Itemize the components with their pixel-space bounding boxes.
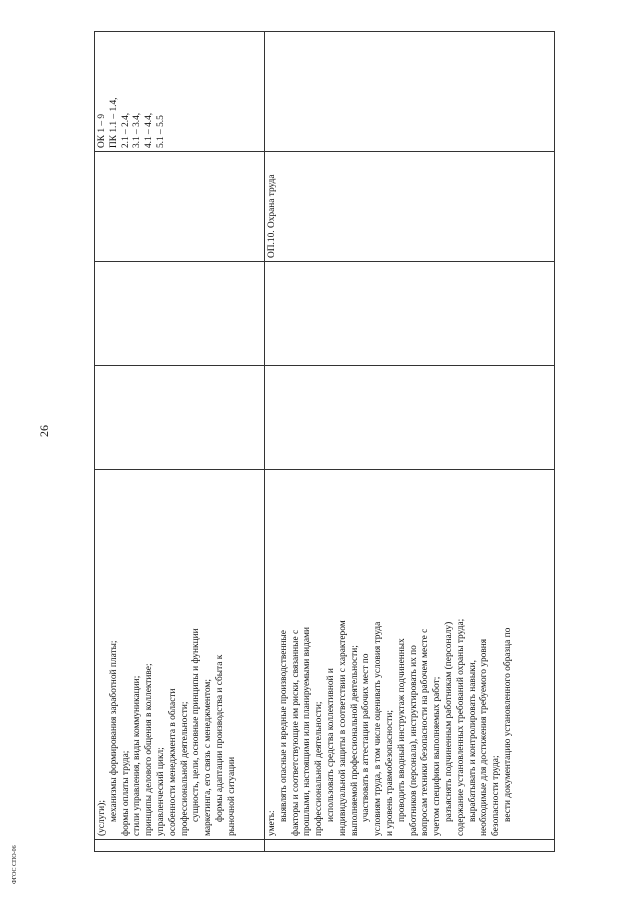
text-line: стили управления, виды коммуникации; — [132, 675, 143, 836]
text-line: вопросам техники безопасности на рабочем месте с — [420, 628, 431, 836]
competency-item: ПК 1.1 – 1.4, — [108, 97, 119, 148]
text-line: проводить вводный инструктаж подчиненных — [396, 638, 407, 822]
cell-hours — [265, 262, 555, 366]
page-number: 26 — [37, 425, 51, 437]
table-row — [265, 32, 555, 852]
curriculum-table — [94, 31, 555, 852]
content-lines — [97, 473, 239, 836]
text-line: и уровень травмобезопасности; — [384, 710, 395, 836]
text-line: выявлять опасные и вредные производственные — [278, 630, 289, 822]
text-line: факторы и соответствующие им риски, связанные с — [290, 629, 301, 836]
content-lines — [267, 473, 515, 836]
cell-discipline — [265, 152, 555, 262]
text-line: прошлыми, настоящими или планируемыми видами — [302, 627, 313, 836]
competency-item: 2.1 – 2.4, — [120, 112, 131, 148]
cell-hours — [95, 262, 265, 366]
text-line: разъяснять подчиненным работникам (персоналу) — [443, 621, 454, 822]
text-line: (услуги); — [97, 800, 107, 836]
table-row — [95, 32, 265, 852]
text-line: работников (персонала), инструктировать их по — [408, 645, 419, 836]
cell-content — [265, 470, 555, 840]
text-line: индивидуальной защиты в соответствии с характером — [337, 620, 348, 836]
text-line: управленческий цикл; — [155, 747, 166, 836]
text-line: сущность, цели, основные принципы и функции — [191, 628, 202, 822]
competency-item: 4.1 – 4.4, — [144, 112, 155, 148]
text-line: безопасности труда; — [491, 755, 502, 836]
text-line: механизмы формирования заработной платы; — [108, 640, 119, 822]
text-line: принципы делового общения в коллективе; — [144, 663, 155, 836]
text-line: учетом специфики выполняемых работ; — [432, 676, 443, 836]
cell-competencies — [95, 32, 265, 152]
footer-code: ФГОС СПО-06 — [12, 845, 18, 884]
competency-list — [97, 35, 168, 148]
text-line: формы адаптации производства и сбыта к — [214, 654, 225, 822]
rotated-table-wrapper — [94, 32, 554, 852]
text-line: вести документацию установленного образца по — [502, 627, 513, 822]
text-line: выполняемой профессиональной деятельности; — [349, 645, 360, 836]
text-line: участвовать в аттестации рабочих мест по — [361, 653, 372, 822]
competency-item: ОК 1 – 9 — [97, 113, 107, 148]
text-line: необходимые для достижения требуемого уровня — [479, 638, 490, 836]
discipline-title: ОП.10. Охрана труда — [267, 174, 277, 258]
text-line: формы оплаты труда; — [120, 750, 131, 836]
text-line: вырабатывать и контролировать навыки, — [467, 659, 478, 822]
text-line: маркетинга, его связь с менеджментом; — [203, 679, 214, 836]
text-line: профессиональной деятельности; — [314, 701, 325, 836]
competency-item: 3.1 – 3.4, — [132, 112, 143, 148]
cell-index — [265, 840, 555, 852]
text-line: особенности менеджмента в области — [167, 688, 178, 836]
text-line: содержание установленных требований охраны труда; — [455, 618, 466, 836]
cell-content — [95, 470, 265, 840]
text-line: уметь: — [267, 810, 277, 836]
cell-hours — [265, 366, 555, 470]
cell-index — [95, 840, 265, 852]
text-line: профессиональной деятельности; — [179, 701, 190, 836]
competency-item: 5.1 – 5.5 — [155, 115, 166, 148]
cell-discipline — [95, 152, 265, 262]
text-line: рыночной ситуации — [226, 756, 237, 836]
cell-competencies — [265, 32, 555, 152]
text-line: условиям труда, в том числе оценивать условия труда — [373, 621, 384, 836]
text-line: использовать средства коллективной и — [325, 668, 336, 822]
cell-hours — [95, 366, 265, 470]
